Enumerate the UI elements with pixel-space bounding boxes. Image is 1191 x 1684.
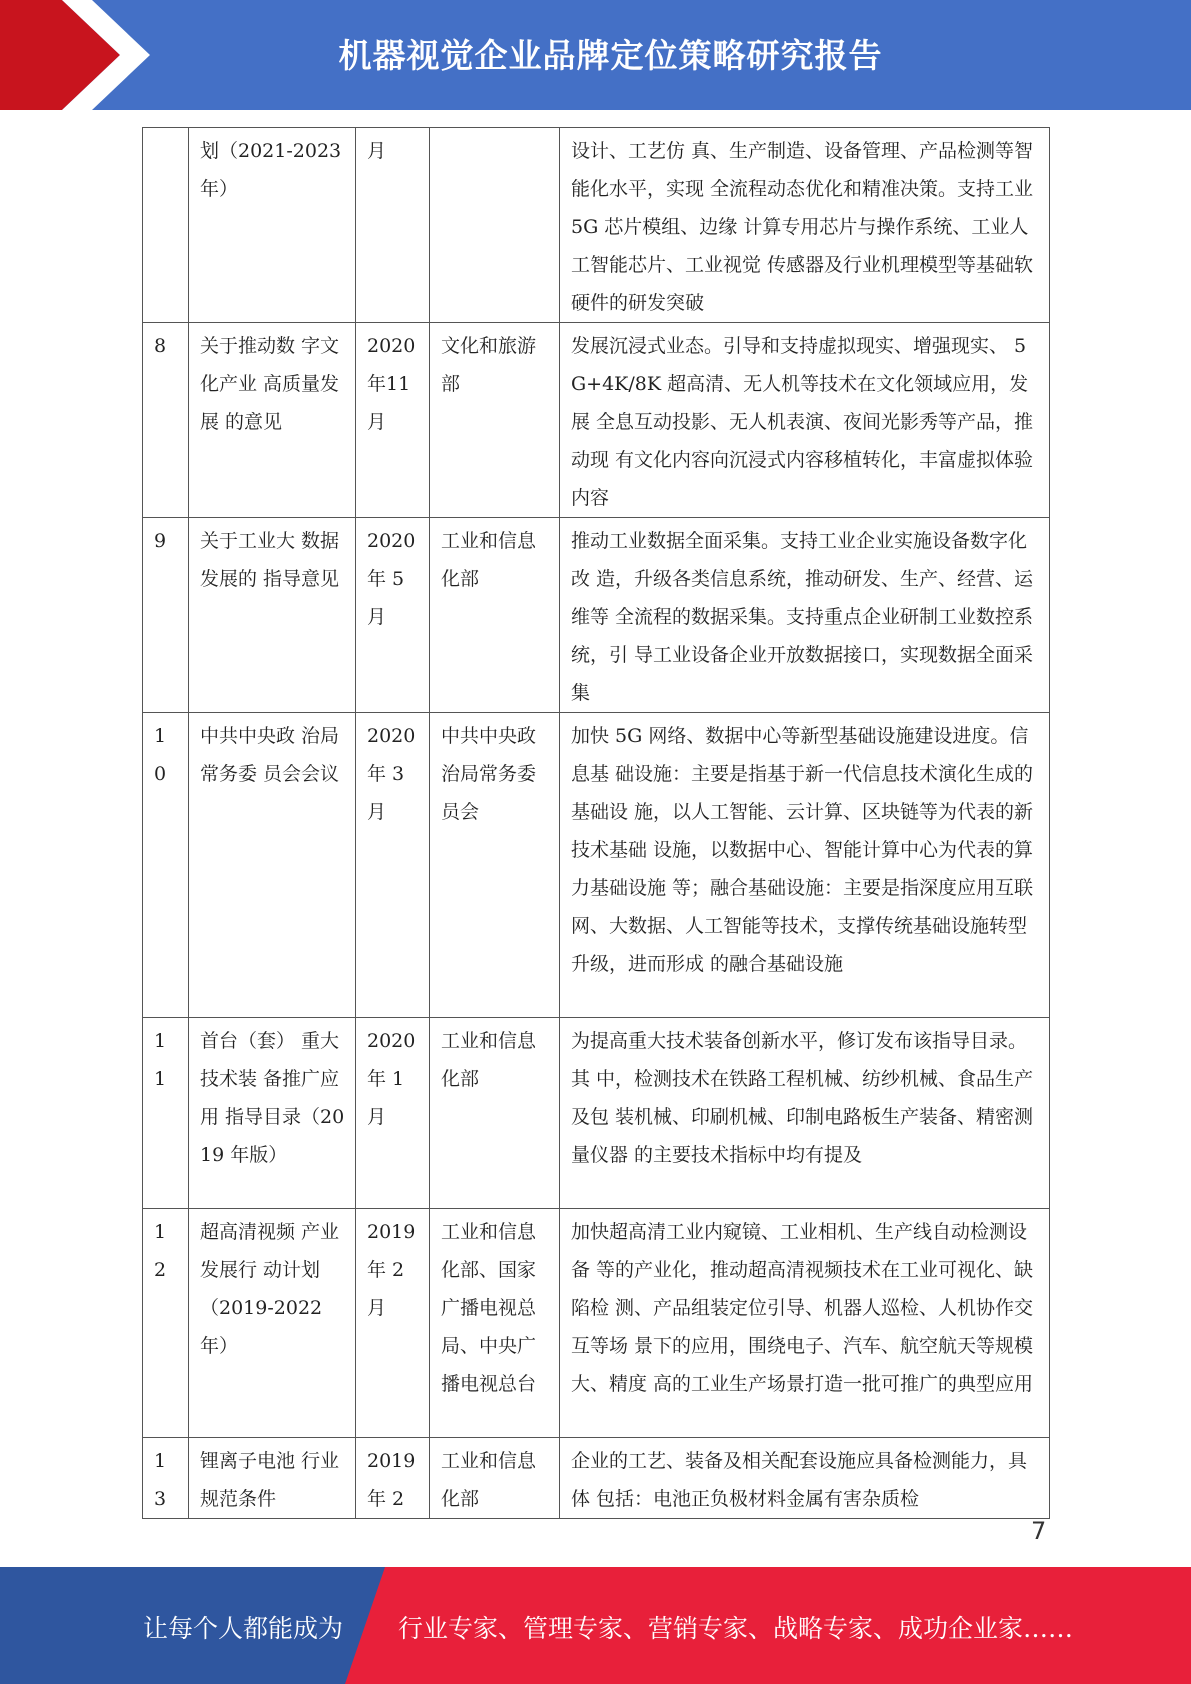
cell-name: 锂离子电池 行业规范条件 [189, 1438, 356, 1519]
cell-name: 超高清视频 产业发展行 动计划 （2019-2022 年） [189, 1209, 356, 1438]
cell-desc: 加快 5G 网络、数据中心等新型基础设施建设进度。信息基 础设施：主要是指基于新一代信息技术演化生成的基础设 施，以人工智能、云计算、区块链等为代表的新技术基础 设施，以数据中心、智能计算中心为代表的算力基础设施 等；融合基础设施：主要是指深度应用互联网、大数据、人工智能等技术，支撑传统基础设施转型升级，进而形成 的融合基础设施 [560, 713, 1050, 1018]
table-row [143, 1018, 1050, 1209]
cell-date: 月 [356, 128, 430, 323]
cell-date: 2020年 3月 [356, 713, 430, 1018]
cell-date: 2020年 5月 [356, 518, 430, 713]
footer-slogan-left: 让每个人都能成为 [143, 1614, 344, 1643]
cell-name: 关于推动数 字文化产业 高质量发展 的意见 [189, 323, 356, 518]
cell-date: 2019年 2 [356, 1438, 430, 1519]
cell-date: 2020年 1月 [356, 1018, 430, 1209]
cell-no: 10 [143, 713, 189, 1018]
cell-dept: 工业和信息化部 [430, 1438, 560, 1519]
policy-table-body [143, 128, 1050, 1519]
cell-name: 中共中央政 治局常务委 员会会议 [189, 713, 356, 1018]
cell-date: 2019年 2月 [356, 1209, 430, 1438]
cell-name: 首台（套） 重大技术装 备推广应用 指导目录（2019 年版） [189, 1018, 356, 1209]
cell-desc: 为提高重大技术装备创新水平，修订发布该指导目录。其 中，检测技术在铁路工程机械、纺纱机械、食品生产及包 装机械、印刷机械、印制电路板生产装备、精密测量仪器 的主要技术指标中均有提及 [560, 1018, 1050, 1209]
cell-dept: 文化和旅游部 [430, 323, 560, 518]
cell-no: 13 [143, 1438, 189, 1519]
page-header [0, 0, 1191, 110]
page-number: 7 [1031, 1517, 1047, 1545]
cell-dept: 工业和信息化部、国家广播电视总局、中央广播电视总台 [430, 1209, 560, 1438]
cell-desc: 设计、工艺仿 真、生产制造、设备管理、产品检测等智能化水平，实现 全流程动态优化和精准决策。支持工业 5G 芯片模组、边缘 计算专用芯片与操作系统、工业人工智能芯片、工业视觉 传感器及行业机理模型等基础软硬件的研发突破 [560, 128, 1050, 323]
footer-slogan-right: 行业专家、管理专家、营销专家、战略专家、成功企业家…… [398, 1614, 1074, 1643]
cell-name: 划（2021-2023年） [189, 128, 356, 323]
table-row [143, 518, 1050, 713]
cell-no: 11 [143, 1018, 189, 1209]
cell-dept [430, 128, 560, 323]
cell-desc: 推动工业数据全面采集。支持工业企业实施设备数字化改 造，升级各类信息系统，推动研发、生产、经营、运维等 全流程的数据采集。支持重点企业研制工业数控系统，引 导工业设备企业开放数据接口，实现数据全面采集 [560, 518, 1050, 713]
page-title: 机器视觉企业品牌定位策略研究报告 [338, 36, 883, 75]
cell-dept: 工业和信息化部 [430, 518, 560, 713]
cell-desc: 加快超高清工业内窥镜、工业相机、生产线自动检测设备 等的产业化，推动超高清视频技术在工业可视化、缺陷检 测、产品组装定位引导、机器人巡检、人机协作交互等场 景下的应用，围绕电子、汽车、航空航天等规模大、精度 高的工业生产场景打造一批可推广的典型应用 [560, 1209, 1050, 1438]
policy-table [142, 127, 1050, 1519]
cell-no: 9 [143, 518, 189, 713]
cell-no: 8 [143, 323, 189, 518]
table-row [143, 713, 1050, 1018]
cell-no: 12 [143, 1209, 189, 1438]
cell-desc: 发展沉浸式业态。引导和支持虚拟现实、增强现实、 5G+4K/8K 超高清、无人机等技术在文化领域应用，发展 全息互动投影、无人机表演、夜间光影秀等产品，推动现 有文化内容向沉浸式内容移植转化，丰富虚拟体验内容 [560, 323, 1050, 518]
cell-dept: 中共中央政治局常务委员会 [430, 713, 560, 1018]
cell-no [143, 128, 189, 323]
table-row [143, 1209, 1050, 1438]
table-row [143, 128, 1050, 323]
cell-name: 关于工业大 数据发展的 指导意见 [189, 518, 356, 713]
cell-dept: 工业和信息化部 [430, 1018, 560, 1209]
page-footer [0, 1567, 1191, 1684]
table-row [143, 323, 1050, 518]
cell-date: 2020年11月 [356, 323, 430, 518]
cell-desc: 企业的工艺、装备及相关配套设施应具备检测能力，具体 包括：电池正负极材料金属有害杂质检 [560, 1438, 1050, 1519]
table-row [143, 1438, 1050, 1519]
